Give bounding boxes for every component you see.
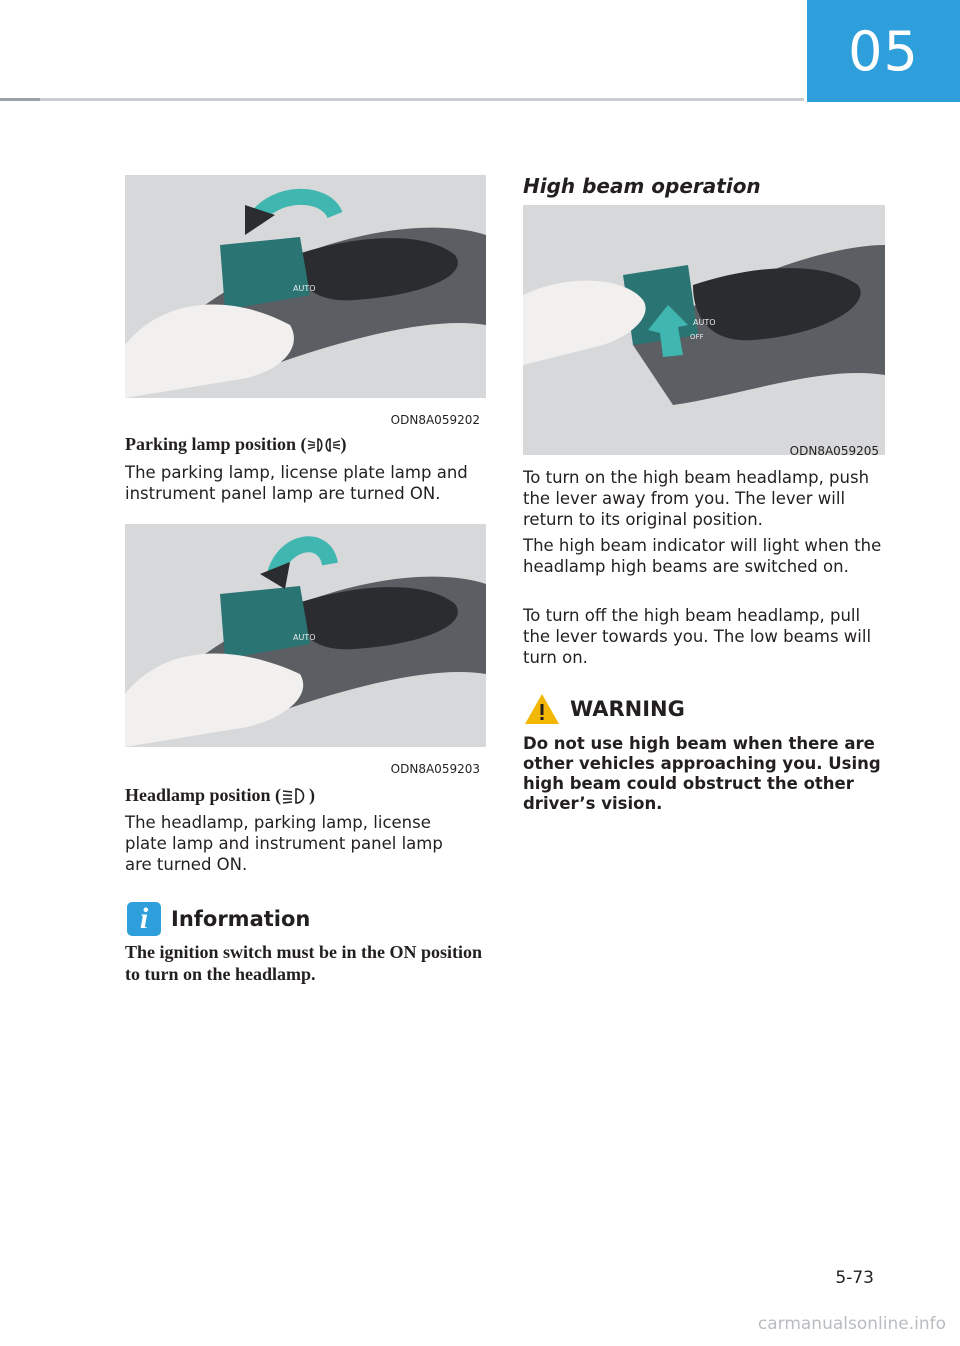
lever-illustration-3 [523, 205, 885, 455]
section-title-high-beam: High beam operation [523, 174, 761, 198]
high-beam-para-3: To turn off the high beam headlamp, pull the lever towards you. The low beams will turn on. [523, 606, 872, 667]
information-title-text: Information [171, 907, 311, 931]
parking-heading-text: Parking lamp position ( [125, 434, 307, 454]
figure2-code: ODN8A059203 [390, 762, 480, 776]
information-text: The ignition switch must be in the ON position to turn on the headlamp. [125, 942, 483, 984]
auto-label: AUTO [293, 284, 316, 293]
warning-title [524, 693, 685, 725]
information-icon: i [127, 902, 161, 936]
figure1-code: ODN8A059202 [390, 413, 480, 427]
watermark: carmanualsonline.info [757, 1314, 946, 1334]
high-beam-para-2: The high beam indicator will light when the headlamp high beams are switched on. [523, 536, 882, 576]
warning-title-text: WARNING [570, 697, 685, 721]
warning-text: Do not use high beam when there are other vehicles approaching you. Using high beam could obstruct the other driver’s vision. [523, 734, 881, 813]
figure-parking-lamp [125, 175, 486, 398]
headlamp-icon [281, 786, 309, 806]
headlamp-heading [125, 785, 315, 806]
headlamp-heading-text: Headlamp position ( [125, 785, 282, 805]
high-beam-para-1: To turn on the high beam headlamp, push the lever away from you. The lever will return to its original position. [523, 468, 870, 529]
headlamp-heading-close: ) [309, 785, 316, 805]
off-label: OFF [690, 333, 704, 341]
parking-heading-close: ) [340, 434, 347, 454]
warning-triangle-icon [524, 693, 560, 725]
lever-illustration-1 [125, 175, 486, 398]
figure-headlamp [125, 524, 486, 747]
figure3-code: ODN8A059205 [789, 444, 879, 458]
parking-lamp-text: The parking lamp, license plate lamp and instrument panel lamp are turned ON. [125, 463, 468, 503]
chapter-tab: 05 [807, 0, 960, 102]
auto-label-2: AUTO [293, 633, 316, 642]
header-rule [0, 98, 804, 101]
information-title [127, 902, 310, 936]
lever-illustration-2 [125, 524, 486, 747]
page-number: 5-73 [835, 1268, 874, 1288]
parking-lamp-icon [307, 436, 341, 454]
parking-lamp-heading [125, 434, 347, 455]
auto-label-3: AUTO [693, 318, 716, 327]
figure-high-beam [523, 205, 885, 455]
headlamp-text: The headlamp, parking lamp, license plate lamp and instrument panel lamp are turned ON. [125, 813, 443, 874]
